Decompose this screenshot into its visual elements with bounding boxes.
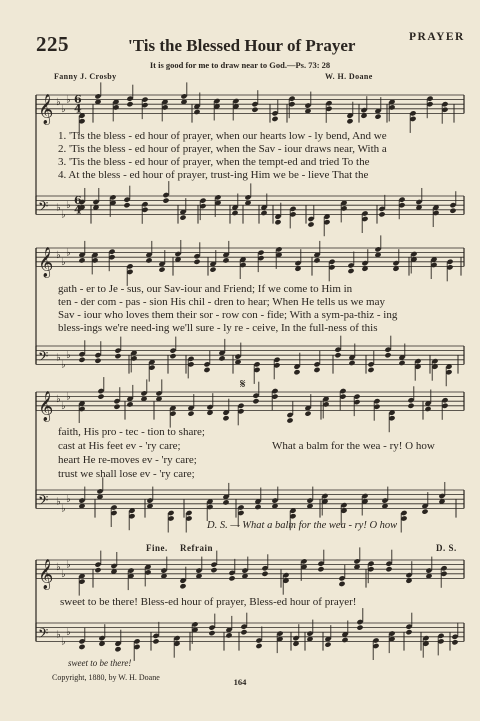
flat-icon: ♭ bbox=[66, 247, 71, 259]
note-head bbox=[385, 566, 392, 572]
note-head bbox=[222, 415, 229, 421]
chorus-line-1: What a balm for the wea - ry! O how bbox=[272, 440, 435, 452]
time-signature: 4 bbox=[74, 102, 82, 116]
note-head bbox=[324, 641, 331, 647]
flat-icon: ♭ bbox=[61, 103, 66, 115]
verse-4-line-3: trust we shall lose ev - 'ry care; bbox=[58, 468, 195, 480]
bass-clef-icon: 𝄢 bbox=[38, 492, 49, 512]
bass-echo-line: sweet to be there! bbox=[68, 658, 132, 668]
note-head bbox=[225, 632, 232, 638]
note-head bbox=[338, 581, 345, 587]
note-head bbox=[94, 358, 101, 364]
note-head bbox=[210, 567, 217, 573]
flat-icon: ♭ bbox=[56, 393, 61, 405]
note-head bbox=[179, 583, 186, 589]
note-head bbox=[356, 624, 363, 630]
ds-marking: D. S. bbox=[436, 543, 457, 553]
section-heading: PRAYER bbox=[409, 31, 465, 43]
note-head bbox=[193, 259, 200, 265]
note-head bbox=[407, 403, 414, 409]
page-number: 164 bbox=[233, 677, 247, 687]
flat-icon: ♭ bbox=[56, 561, 61, 573]
flat-icon: ♭ bbox=[61, 359, 66, 371]
flat-icon: ♭ bbox=[66, 350, 71, 362]
fine-marking: Fine. bbox=[146, 543, 168, 553]
flat-icon: ♭ bbox=[61, 209, 66, 221]
note-head bbox=[451, 639, 458, 645]
flat-icon: ♭ bbox=[61, 503, 66, 515]
flat-icon: ♭ bbox=[61, 636, 66, 648]
note-head bbox=[94, 567, 101, 573]
flat-icon: ♭ bbox=[66, 200, 71, 212]
note-head bbox=[293, 369, 300, 375]
note-head bbox=[162, 197, 169, 203]
note-head bbox=[317, 566, 324, 572]
note-head bbox=[313, 257, 320, 263]
flat-icon: ♭ bbox=[56, 249, 61, 261]
note-head bbox=[145, 257, 152, 263]
verse-2-line-2: ten - der com - pas - sion His chil - dren to hear; When He tells us we may bbox=[58, 296, 385, 308]
note-head bbox=[307, 221, 314, 227]
flat-icon: ♭ bbox=[61, 568, 66, 580]
flat-icon: ♭ bbox=[66, 391, 71, 403]
flat-icon: ♭ bbox=[56, 202, 61, 214]
flat-icon: ♭ bbox=[61, 400, 66, 412]
verse-3-line-2: Sav - iour who loves them their sor - row con - fide; With a sym-pa-thiz - ing bbox=[58, 309, 398, 321]
treble-clef-icon: 𝄞 bbox=[38, 94, 54, 125]
note-head bbox=[78, 357, 85, 363]
flat-icon: ♭ bbox=[61, 256, 66, 268]
hymn-number: 225 bbox=[36, 32, 69, 56]
treble-clef-icon: 𝄞 bbox=[38, 559, 54, 590]
treble-clef-icon: 𝄞 bbox=[38, 247, 54, 278]
note-head bbox=[347, 268, 354, 274]
verse-3-line-1: 3. 'Tis the bless - ed hour of prayer, when the tempt-ed and tried To the bbox=[58, 156, 370, 168]
note-head bbox=[346, 118, 353, 124]
note-head bbox=[114, 353, 121, 359]
verse-2-line-3: cast at His feet ev - 'ry care; bbox=[58, 440, 181, 452]
flat-icon: ♭ bbox=[56, 629, 61, 641]
note-head bbox=[187, 410, 194, 416]
ds-cue-line: D. S. — What a balm for the wea - ry! O how bbox=[207, 520, 398, 531]
note-head bbox=[222, 257, 229, 263]
time-signature: 4 bbox=[74, 203, 82, 217]
note-head bbox=[398, 360, 405, 366]
note-head bbox=[255, 643, 262, 649]
flat-icon: ♭ bbox=[66, 559, 71, 571]
note-head bbox=[209, 266, 216, 272]
note-head bbox=[240, 629, 247, 635]
time-signature: 6 bbox=[74, 194, 82, 208]
note-head bbox=[254, 504, 261, 510]
composer-credit: W. H. Doane bbox=[325, 72, 373, 81]
note-head bbox=[261, 571, 268, 577]
note-head bbox=[193, 109, 200, 115]
flat-icon: ♭ bbox=[56, 96, 61, 108]
hymn-title: 'Tis the Blessed Hour of Prayer bbox=[128, 36, 356, 55]
bass-clef-icon: 𝄢 bbox=[38, 348, 49, 368]
verse-3-line-3: heart He re-moves ev - 'ry care; bbox=[58, 454, 197, 466]
flat-icon: ♭ bbox=[66, 94, 71, 106]
note-head bbox=[114, 646, 121, 652]
note-head bbox=[158, 266, 165, 272]
note-head bbox=[341, 637, 348, 643]
flat-icon: ♭ bbox=[56, 352, 61, 364]
flat-icon: ♭ bbox=[56, 496, 61, 508]
note-head bbox=[313, 367, 320, 373]
segno-icon: 𝄋 bbox=[240, 377, 246, 392]
note-head bbox=[78, 257, 85, 263]
note-head bbox=[271, 116, 278, 122]
note-head bbox=[286, 417, 293, 423]
note-head bbox=[218, 355, 225, 361]
note-head bbox=[228, 575, 235, 581]
note-head bbox=[374, 113, 381, 119]
note-head bbox=[405, 629, 412, 635]
refrain-line: sweet to be there! Bless-ed hour of prayer, Bless-ed hour of prayer! bbox=[60, 596, 357, 608]
verse-1-line-1: 1. 'Tis the bless - ed hour of prayer, when our hearts low - ly bend, And we bbox=[58, 130, 387, 142]
flat-icon: ♭ bbox=[66, 494, 71, 506]
note-head bbox=[222, 499, 229, 505]
author-credit: Fanny J. Crosby bbox=[54, 72, 117, 81]
treble-clef-icon: 𝄞 bbox=[38, 391, 54, 422]
scripture-reference: It is good for me to draw near to God.—Ps. 73: 28 bbox=[149, 60, 331, 70]
note-head bbox=[252, 398, 259, 404]
note-head bbox=[208, 630, 215, 636]
verse-2-line-1: 2. 'Tis the bless - ed hour of prayer, when the Sav - iour draws near, With a bbox=[58, 143, 387, 155]
time-signature: 6 bbox=[74, 93, 82, 107]
verse-4-line-2: bless-ings we're need-ing we'll sure - ly re - ceive, In the full-ness of this bbox=[58, 322, 378, 334]
note-head bbox=[203, 367, 210, 373]
verse-4-line-1: 4. At the bless - ed hour of prayer, trust-ing Him we be - lieve That the bbox=[58, 169, 369, 181]
note-head bbox=[97, 393, 104, 399]
note-head bbox=[123, 202, 130, 208]
note-head bbox=[424, 406, 431, 412]
note-head bbox=[260, 210, 267, 216]
bass-clef-icon: 𝄢 bbox=[38, 198, 49, 218]
refrain-marking: Refrain bbox=[180, 543, 213, 553]
note-head bbox=[274, 219, 281, 225]
note-head bbox=[169, 353, 176, 359]
note-head bbox=[231, 210, 238, 216]
note-head bbox=[78, 644, 85, 650]
note-head bbox=[113, 404, 120, 410]
note-head bbox=[251, 107, 258, 113]
note-head bbox=[348, 360, 355, 366]
note-head bbox=[421, 508, 428, 514]
note-head bbox=[152, 638, 159, 644]
flat-icon: ♭ bbox=[66, 627, 71, 639]
note-head bbox=[384, 352, 391, 358]
copyright-notice: Copyright, 1880, by W. H. Doane bbox=[52, 673, 160, 682]
bass-clef-icon: 𝄢 bbox=[38, 625, 49, 645]
note-head bbox=[179, 214, 186, 220]
note-head bbox=[126, 101, 133, 107]
note-head bbox=[334, 352, 341, 358]
note-head bbox=[378, 211, 385, 217]
verse-1-line-3: faith, His pro - tec - tion to share; bbox=[58, 426, 205, 438]
note-head bbox=[449, 208, 456, 214]
note-head bbox=[304, 410, 311, 416]
verse-1-line-2: gath - er to Je - sus, our Sav-iour and Friend; If we come to Him in bbox=[58, 283, 353, 295]
note-head bbox=[367, 367, 374, 373]
note-head bbox=[126, 401, 133, 407]
